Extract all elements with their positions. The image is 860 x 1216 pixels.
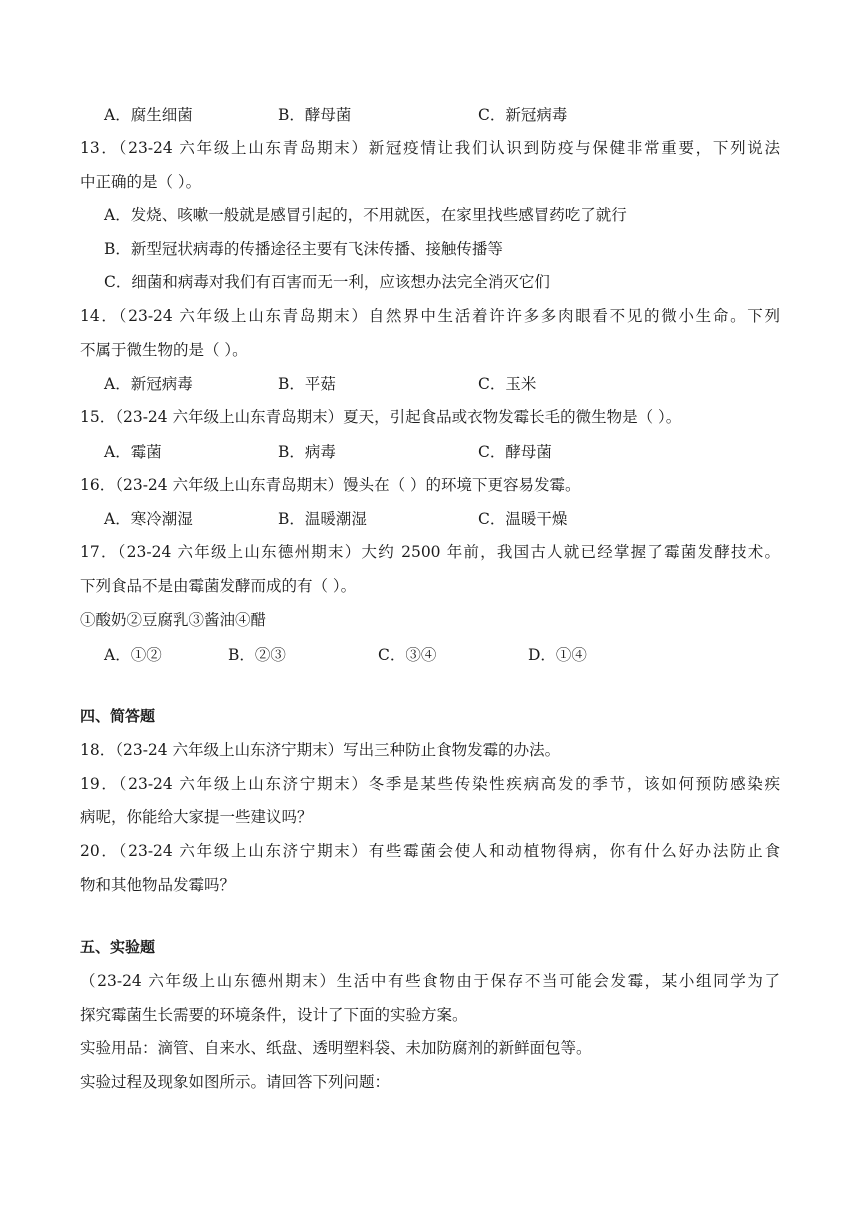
q14-option-b: B．平菇 xyxy=(278,375,336,393)
q13-stem-line1: 13．（23-24 六年级上山东青岛期末）新冠疫情让我们认识到防疫与保健非常重要，下列说法 xyxy=(80,139,780,157)
q12-option-b: B．酵母菌 xyxy=(278,106,352,124)
q12-option-c: C．新冠病毒 xyxy=(478,106,568,124)
q14-stem-line1: 14．（23-24 六年级上山东青岛期末）自然界中生活着许许多多肉眼看不见的微小生命。下列 xyxy=(80,307,780,325)
q17-stem-line2: 下列食品不是由霉菌发酵而成的有（ ）。 xyxy=(80,577,357,595)
q17-option-b: B．②③ xyxy=(228,646,286,664)
q15-option-b: B．病毒 xyxy=(278,443,336,461)
q18-stem: 18．（23-24 六年级上山东济宁期末）写出三种防止食物发霉的办法。 xyxy=(80,741,561,759)
q20-stem-line2: 物和其他物品发霉吗？ xyxy=(80,876,236,894)
q17-option-c: C．③④ xyxy=(378,646,437,664)
q17-option-d: D．①④ xyxy=(528,646,587,664)
q14-option-a: A．新冠病毒 xyxy=(104,375,193,393)
section5-heading: 五、实验题 xyxy=(80,938,156,956)
q13-stem-line2: 中正确的是（ ）。 xyxy=(80,173,202,191)
q17-stem-line1: 17．（23-24 六年级上山东德州期末）大约 2500 年前，我国古人就已经掌握了霉菌发酵技术。 xyxy=(80,543,780,561)
experiment-intro-line1: （23-24 六年级上山东德州期末）生活中有些食物由于保存不当可能会发霉，某小组同学为了 xyxy=(80,972,780,990)
q15-option-a: A．霉菌 xyxy=(104,443,162,461)
q13-option-a: A．发烧、咳嗽一般就是感冒引起的，不用就医，在家里找些感冒药吃了就行 xyxy=(104,206,627,224)
q14-stem-line2: 不属于微生物的是（ ）。 xyxy=(80,341,248,359)
q20-stem-line1: 20．（23-24 六年级上山东济宁期末）有些霉菌会使人和动植物得病，你有什么好办法防止食 xyxy=(80,842,780,860)
q12-option-a: A．腐生细菌 xyxy=(104,106,193,124)
q19-stem-line1: 19．（23-24 六年级上山东济宁期末）冬季是某些传染性疾病高发的季节，该如何预防感染疾 xyxy=(80,775,780,793)
q16-option-c: C．温暖干燥 xyxy=(478,510,568,528)
experiment-intro-line2: 探究霉菌生长需要的环境条件，设计了下面的实验方案。 xyxy=(80,1006,468,1024)
q13-option-c: C．细菌和病毒对我们有百害而无一利，应该想办法完全消灭它们 xyxy=(104,273,550,291)
q13-option-b: B．新型冠状病毒的传播途径主要有飞沫传播、接触传播等 xyxy=(104,240,503,258)
q16-option-b: B．温暖潮湿 xyxy=(278,510,367,528)
q15-option-c: C．酵母菌 xyxy=(478,443,552,461)
q14-option-c: C．玉米 xyxy=(478,375,537,393)
q17-option-a: A．①② xyxy=(104,646,162,664)
q17-items: ①酸奶②豆腐乳③酱油④醋 xyxy=(80,611,267,629)
experiment-process: 实验过程及现象如图所示。请回答下列问题： xyxy=(80,1073,391,1091)
q15-stem: 15．（23-24 六年级上山东青岛期末）夏天，引起食品或衣物发霉长毛的微生物是（ ）。 xyxy=(80,408,682,426)
q19-stem-line2: 病呢，你能给大家提一些建议吗？ xyxy=(80,808,313,826)
q16-option-a: A．寒冷潮湿 xyxy=(104,510,193,528)
q16-stem: 16．（23-24 六年级上山东青岛期末）馒头在（ ）的环境下更容易发霉。 xyxy=(80,476,581,494)
experiment-materials: 实验用品：滴管、自来水、纸盘、透明塑料袋、未加防腐剂的新鲜面包等。 xyxy=(80,1039,592,1057)
section4-heading: 四、简答题 xyxy=(80,707,156,725)
